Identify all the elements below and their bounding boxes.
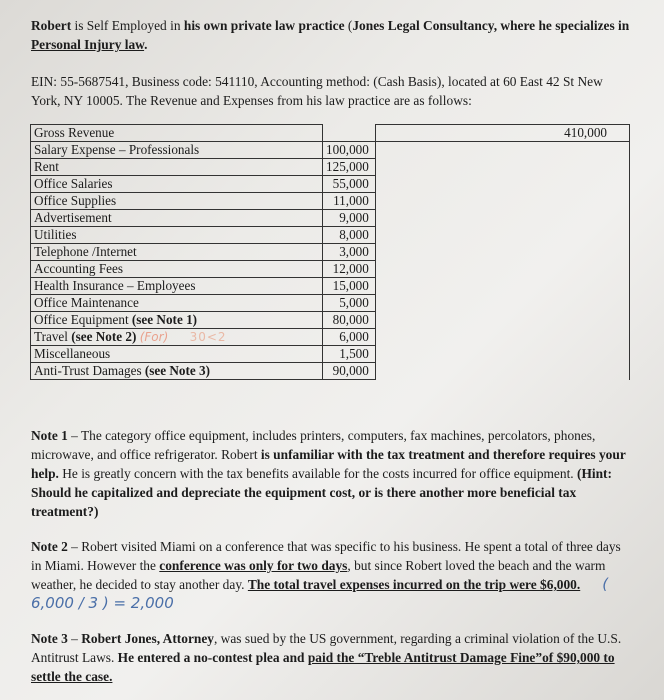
- note-3: Note 3 – Robert Jones, Attorney, was sued by the US government, regarding a criminal violation of the U.S. Antitrust Laws. He entered a no-contest plea and paid the “Treble Antitrust Damage Fine”of $90,000 to settle the case.: [31, 631, 622, 684]
- note-3-heading: Note 3: [31, 631, 68, 646]
- intro-practice: his own private law practice: [183, 18, 345, 33]
- table-row: [31, 329, 630, 346]
- row-amount: 55,000: [323, 176, 376, 193]
- intro-consultancy: Jones Legal Consultancy, where he specializes in: [352, 18, 630, 33]
- row-amount: 125,000: [323, 159, 376, 176]
- table-row: [31, 125, 630, 142]
- row-amount: 12,000: [323, 261, 376, 278]
- table-row: [31, 346, 630, 363]
- handwritten-annotation: (For): [139, 330, 169, 344]
- row-amount: 6,000: [323, 329, 376, 346]
- revenue-expense-table: [30, 124, 630, 380]
- row-label: Office Supplies: [31, 193, 323, 210]
- row-amount: 1,500: [323, 346, 376, 363]
- gross-revenue-label: Gross Revenue: [31, 125, 323, 142]
- row-label: Travel (see Note 2) (For) 30<2: [31, 329, 323, 346]
- row-amount: 90,000: [323, 363, 376, 380]
- table-row: [31, 363, 630, 380]
- note-2-heading: Note 2: [31, 539, 68, 554]
- row-label: Utilities: [31, 227, 323, 244]
- intro-name: Robert: [31, 18, 72, 33]
- row-label: Office Salaries: [31, 176, 323, 193]
- table-row: [31, 227, 630, 244]
- note-1: Note 1 – The category office equipment, includes printers, computers, fax machines, percolators, phones, microwave, and office refrigerator. Robert is unfamiliar with the tax treatment and therefore requires your help. He is greatly concern with the tax benefits available for the costs incurred for office equipment. (Hint: Should he capitalized and depreciate the equipment cost, or is there another more beneficial tax treatment?): [31, 428, 626, 519]
- row-label: Accounting Fees: [31, 261, 323, 278]
- intro-paragraph: [31, 16, 631, 54]
- row-label: Salary Expense – Professionals: [31, 142, 323, 159]
- row-label: Advertisement: [31, 210, 323, 227]
- row-label: Anti-Trust Damages (see Note 3): [31, 363, 323, 380]
- table-row: [31, 142, 630, 159]
- table-row: [31, 312, 630, 329]
- table-row: [31, 278, 630, 295]
- intro-period: .: [144, 37, 148, 52]
- row-amount: 80,000: [323, 312, 376, 329]
- table-row: [31, 159, 630, 176]
- handwritten-annotation: 30<2: [189, 330, 227, 344]
- ein-paragraph: EIN: 55-5687541, Business code: 541110, Accounting method: (Cash Basis), located at 60 East 42 St New York, NY 10005. The Revenue and Expenses from his law practice are as follows:: [31, 74, 603, 108]
- table-row: [31, 193, 630, 210]
- row-label: Office Maintenance: [31, 295, 323, 312]
- table-row: [31, 176, 630, 193]
- row-label: Health Insurance – Employees: [31, 278, 323, 295]
- row-amount: 9,000: [323, 210, 376, 227]
- intro-text-1: is Self Employed in: [71, 18, 184, 33]
- row-amount: 5,000: [323, 295, 376, 312]
- intro-specialty: Personal Injury law: [31, 37, 145, 52]
- row-label: Telephone /Internet: [31, 244, 323, 261]
- note-2: Note 2 – Robert visited Miami on a conference that was specific to his business. He spent a total of three days in Miami. However the conference was only for two days, but since Robert loved the beach and the warm weather, he decided to stay another day. The total travel expenses incurred on the trip were $6,000. ( 6,000 / 3 ) = 2,000: [31, 539, 621, 612]
- row-label: Office Equipment (see Note 1): [31, 312, 323, 329]
- row-amount: 100,000: [323, 142, 376, 159]
- row-label: Rent: [31, 159, 323, 176]
- table-row: [31, 261, 630, 278]
- table-row: [31, 244, 630, 261]
- intro-paren: (: [344, 18, 353, 33]
- row-amount: 11,000: [323, 193, 376, 210]
- row-label: Miscellaneous: [31, 346, 323, 363]
- table-row: [31, 210, 630, 227]
- table-row: [31, 295, 630, 312]
- row-amount: 15,000: [323, 278, 376, 295]
- row-amount: 3,000: [323, 244, 376, 261]
- note-1-heading: Note 1: [31, 428, 68, 443]
- gross-revenue-value: 410,000: [375, 125, 629, 142]
- handwritten-calculation: ( 6,000 / 3 ) = 2,000: [31, 575, 609, 612]
- row-amount: 8,000: [323, 227, 376, 244]
